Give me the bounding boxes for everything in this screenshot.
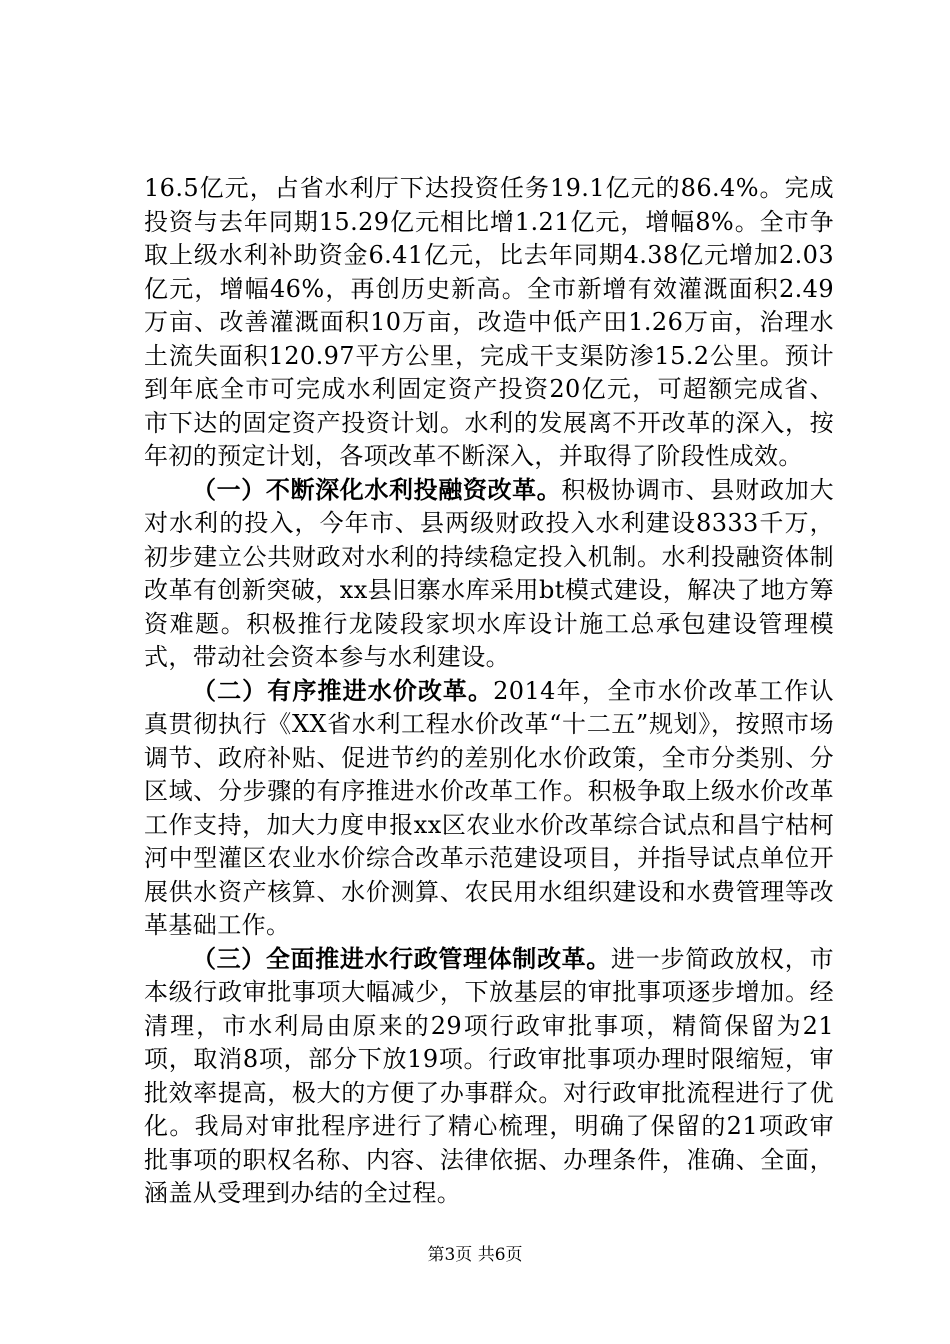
paragraph-text: 2014年，全市水价改革工作认真贯彻执行《XX省水利工程水价改革“十二五”规划》，按照市场调节、政府补贴、促进节约的差别化水价政策，全市分类别、分区域、分步骤的有序推进水价改革工作。积极争取上级水价改革工作支持，加大力度申报xx区农业水价改革综合试点和昌宁枯柯河中型灌区农业水价综合改革示范建设项目，并指导试点单位开展供水资产核算、水价测算、农民用水组织建设和水费管理等改革基础工作。: [144, 676, 834, 939]
paragraph-text: 进一步简政放权，市本级行政审批事项大幅减少，下放基层的审批事项逐步增加。经清理，市水利局由原来的29项行政审批事项，精简保留为21项，取消8项，部分下放19项。行政审批事项办理时限缩短，审批效率提高，极大的方便了办事群众。对行政审批流程进行了优化。我局对审批程序进行了精心梳理，明确了保留的21项政审批事项的职权名称、内容、法律依据、办理条件，准确、全面，涵盖从受理到办结的全过程。: [144, 944, 834, 1207]
paragraph-water-price-reform: [144, 675, 834, 943]
section-heading: （三）全面推进水行政管理体制改革。: [192, 944, 611, 973]
document-body: [144, 172, 834, 1211]
paragraph-intro: [144, 172, 834, 474]
page-footer: 第3页 共6页: [427, 1245, 523, 1265]
section-heading: （二）有序推进水价改革。: [192, 676, 494, 705]
section-heading: （一）不断深化水利投融资改革。: [192, 475, 562, 504]
paragraph-text: 积极协调市、县财政加大对水利的投入，今年市、县两级财政投入水利建设8333千万，初步建立公共财政对水利的持续稳定投入机制。水利投融资体制改革有创新突破，xx县旧寨水库采用bt模式建设，解决了地方筹资难题。积极推行龙陵段家坝水库设计施工总承包建设管理模式，带动社会资本参与水利建设。: [144, 475, 834, 671]
paragraph-administration-reform: [144, 943, 834, 1211]
paragraph-investment-reform: [144, 474, 834, 675]
paragraph-text: 16.5亿元，占省水利厅下达投资任务19.1亿元的86.4%。完成投资与去年同期15.29亿元相比增1.21亿元，增幅8%。全市争取上级水利补助资金6.41亿元，比去年同期4.38亿元增加2.03亿元，增幅46%，再创历史新高。全市新增有效灌溉面积2.49万亩、改善灌溉面积10万亩，改造中低产田1.26万亩，治理水土流失面积120.97平方公里，完成干支渠防渗15.2公里。预计到年底全市可完成水利固定资产投资20亿元，可超额完成省、市下达的固定资产投资计划。水利的发展离不开改革的深入，按年初的预定计划，各项改革不断深入，并取得了阶段性成效。: [144, 174, 834, 470]
